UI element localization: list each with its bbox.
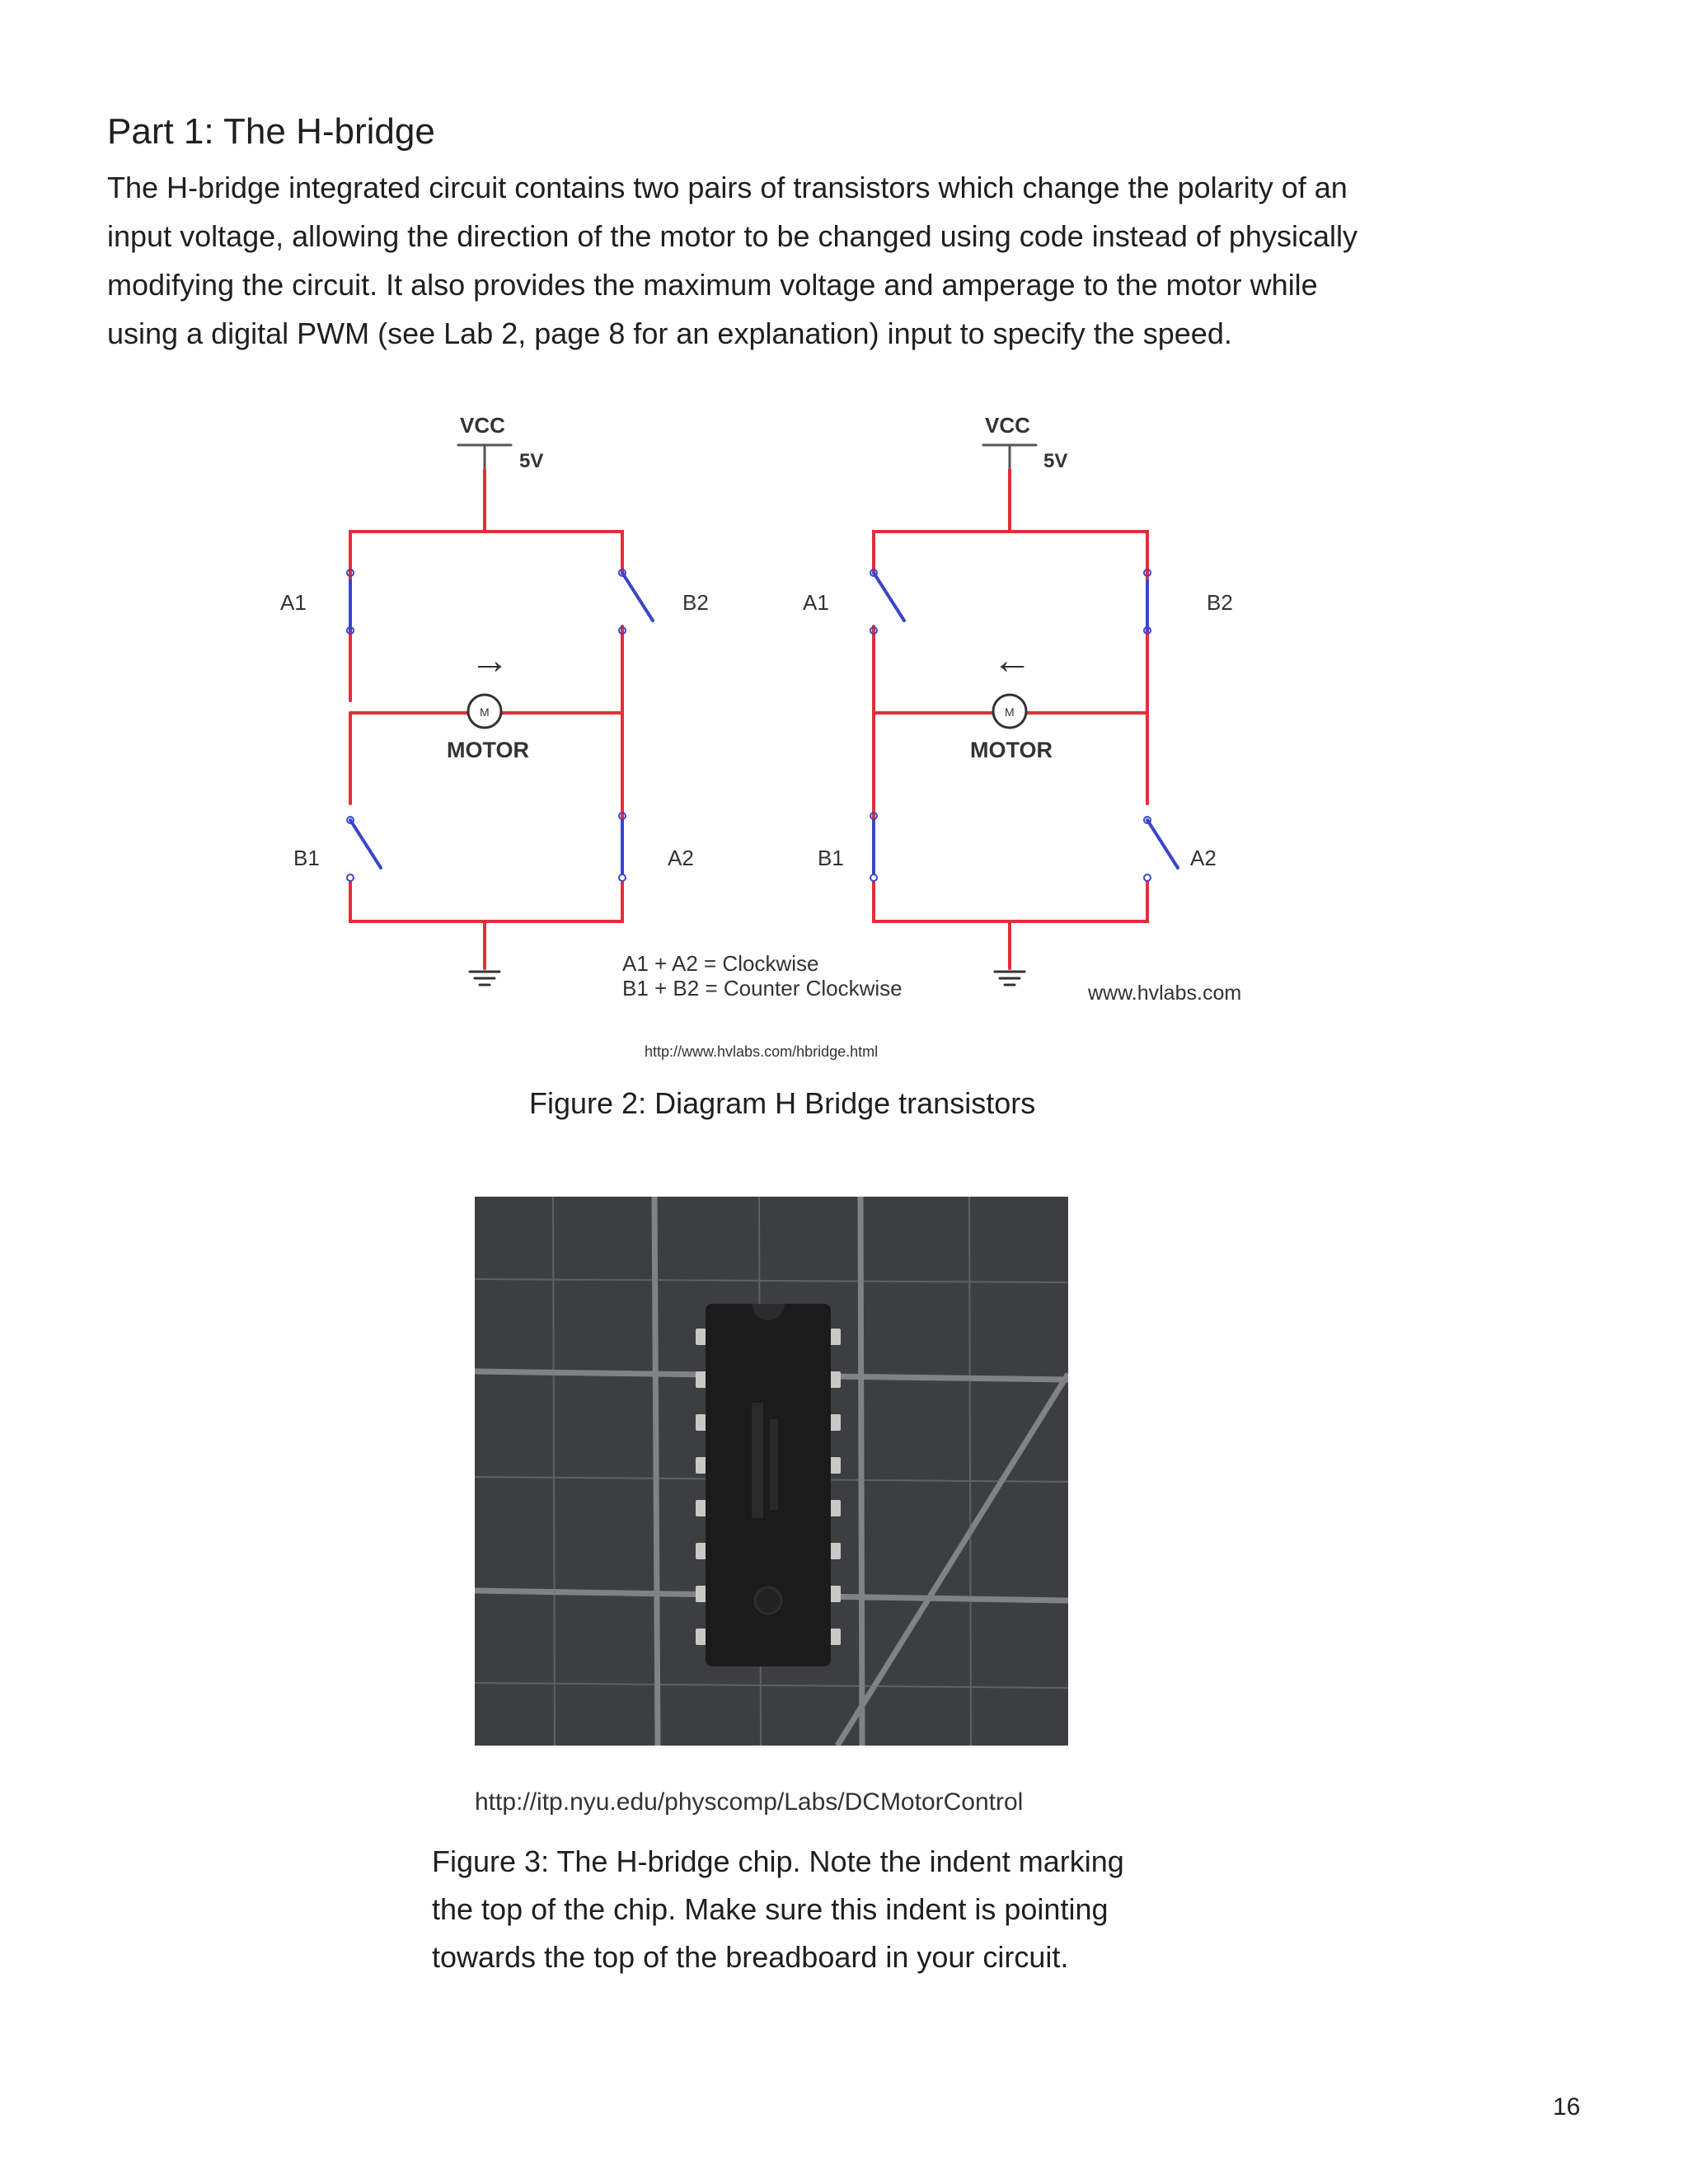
switch-label-a1: A1 xyxy=(803,590,829,615)
caption-line: the top of the chip. Make sure this indent is pointing xyxy=(432,1892,1109,1926)
left-circuit xyxy=(347,445,653,985)
motor-label: MOTOR xyxy=(970,738,1053,762)
vcc-label: VCC xyxy=(460,413,505,438)
switch-b2 xyxy=(619,569,653,634)
vcc-label: VCC xyxy=(985,413,1030,438)
h-bridge-diagram xyxy=(264,408,1286,1067)
legend-clockwise: A1 + A2 = Clockwise xyxy=(622,951,819,976)
ground-symbol xyxy=(470,972,499,985)
caption-line: Figure 3: The H-bridge chip. Note the indent marking xyxy=(432,1844,1124,1878)
switch-label-a1: A1 xyxy=(280,590,307,615)
intro-paragraph xyxy=(107,163,1459,358)
switch-label-a2: A2 xyxy=(668,846,694,870)
switch-a2 xyxy=(1144,817,1178,881)
switch-a2 xyxy=(619,813,626,881)
switch-label-b2: B2 xyxy=(682,590,709,615)
motor-letter: M xyxy=(480,705,490,719)
voltage-label: 5V xyxy=(519,450,544,472)
paragraph-line: input voltage, allowing the direction of the motor to be changed using code instead of physically xyxy=(107,219,1357,253)
arrow-right-icon: → xyxy=(470,639,509,682)
h-bridge-chip-photo xyxy=(475,1197,1068,1746)
caption-line: towards the top of the breadboard in your circuit. xyxy=(432,1940,1069,1974)
right-circuit xyxy=(870,445,1178,985)
section-heading: Part 1: The H-bridge xyxy=(107,111,435,152)
page-number: 16 xyxy=(1553,2093,1581,2121)
motor-label: MOTOR xyxy=(447,738,529,762)
figure-3-caption xyxy=(432,1838,1223,1981)
paragraph-line: modifying the circuit. It also provides the maximum voltage and amperage to the motor while xyxy=(107,268,1318,302)
vcc-symbol xyxy=(458,445,511,470)
figure-3-source-url: http://itp.nyu.edu/physcomp/Labs/DCMotorControl xyxy=(475,1788,1024,1816)
ground-symbol xyxy=(995,972,1025,985)
switch-label-b2: B2 xyxy=(1207,590,1233,615)
paragraph-line: using a digital PWM (see Lab 2, page 8 for an explanation) input to specify the speed. xyxy=(107,316,1232,350)
switch-label-a2: A2 xyxy=(1190,846,1217,870)
switch-label-b1: B1 xyxy=(818,846,844,870)
paragraph-line: The H-bridge integrated circuit contains two pairs of transistors which change the polarity of an xyxy=(107,171,1348,204)
diagram-source-url: http://www.hvlabs.com/hbridge.html xyxy=(645,1043,879,1060)
voltage-label: 5V xyxy=(1043,450,1068,472)
figure-2-caption: Figure 2: Diagram H Bridge transistors xyxy=(529,1086,1036,1120)
motor-letter: M xyxy=(1005,705,1015,719)
switch-b1 xyxy=(347,817,381,881)
diagram-watermark: www.hvlabs.com xyxy=(1088,982,1242,1005)
chip-body xyxy=(696,1304,841,1666)
switch-b1 xyxy=(870,813,877,881)
switch-label-b1: B1 xyxy=(293,846,320,870)
arrow-left-icon: ← xyxy=(992,639,1032,682)
vcc-symbol xyxy=(983,445,1036,470)
switch-a1 xyxy=(870,569,904,634)
legend-counter-clockwise: B1 + B2 = Counter Clockwise xyxy=(622,976,903,1001)
chip-illustration xyxy=(475,1197,1068,1746)
